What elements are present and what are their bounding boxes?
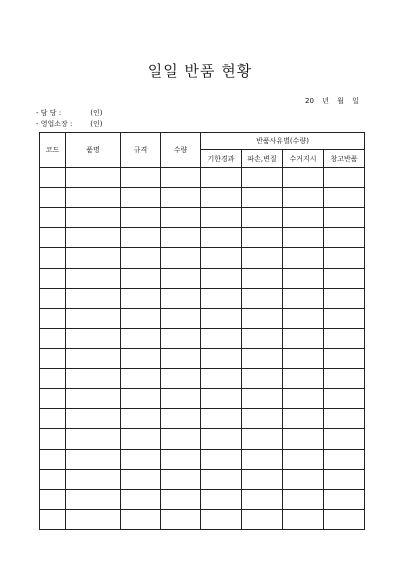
table-row [40, 288, 365, 308]
table-cell[interactable] [121, 328, 161, 348]
table-cell[interactable] [283, 308, 324, 328]
table-cell[interactable] [242, 429, 283, 449]
table-row [40, 268, 365, 288]
branch-head-label: - 영업소장 : [36, 120, 73, 128]
table-cell[interactable] [283, 288, 324, 308]
table-cell[interactable] [242, 369, 283, 389]
table-cell[interactable] [66, 248, 121, 268]
table-row [40, 328, 365, 348]
table-cell[interactable] [324, 509, 365, 529]
table-cell[interactable] [66, 489, 121, 509]
table-cell[interactable] [40, 429, 66, 449]
table-cell[interactable] [40, 369, 66, 389]
table-cell[interactable] [161, 389, 201, 409]
table-cell[interactable] [283, 228, 324, 248]
table-cell[interactable] [242, 389, 283, 409]
table-cell[interactable] [40, 328, 66, 348]
table-row [40, 369, 365, 389]
table-cell[interactable] [324, 449, 365, 469]
table-cell[interactable] [40, 188, 66, 208]
table-cell[interactable] [121, 469, 161, 489]
table-cell[interactable] [161, 469, 201, 489]
table-cell[interactable] [283, 409, 324, 429]
table-cell[interactable] [242, 308, 283, 328]
col-header-spec: 규격 [121, 133, 161, 168]
table-row [40, 429, 365, 449]
table-cell[interactable] [121, 268, 161, 288]
table-cell[interactable] [283, 389, 324, 409]
table-cell[interactable] [161, 328, 201, 348]
table-cell[interactable] [201, 389, 242, 409]
table-cell[interactable] [242, 288, 283, 308]
table-row [40, 449, 365, 469]
table-row [40, 389, 365, 409]
table-cell[interactable] [283, 509, 324, 529]
table-cell[interactable] [283, 328, 324, 348]
table-cell[interactable] [324, 489, 365, 509]
table-cell[interactable] [242, 228, 283, 248]
table-cell[interactable] [121, 168, 161, 188]
table-body [40, 168, 365, 530]
col-header-damaged: 파손,변질 [242, 150, 283, 168]
table-row [40, 248, 365, 268]
table-cell[interactable] [121, 449, 161, 469]
table-cell[interactable] [161, 348, 201, 368]
table-cell[interactable] [283, 469, 324, 489]
table-cell[interactable] [201, 469, 242, 489]
table-cell[interactable] [242, 268, 283, 288]
table-cell[interactable] [324, 228, 365, 248]
table-cell[interactable] [201, 328, 242, 348]
returns-table [39, 132, 365, 530]
table-cell[interactable] [324, 268, 365, 288]
table-cell[interactable] [40, 288, 66, 308]
table-cell[interactable] [283, 268, 324, 288]
table-cell[interactable] [324, 288, 365, 308]
table-cell[interactable] [324, 308, 365, 328]
table-cell[interactable] [161, 509, 201, 529]
table-cell[interactable] [121, 409, 161, 429]
table-row [40, 228, 365, 248]
table-cell[interactable] [161, 208, 201, 228]
table-cell[interactable] [40, 308, 66, 328]
table-cell[interactable] [283, 168, 324, 188]
table-cell[interactable] [324, 188, 365, 208]
table-cell[interactable] [121, 208, 161, 228]
table-cell[interactable] [324, 369, 365, 389]
table-cell[interactable] [121, 429, 161, 449]
info-row-manager [36, 108, 102, 118]
manager-label: - 담 당 : [36, 109, 62, 117]
table-cell[interactable] [324, 248, 365, 268]
table-cell[interactable] [121, 348, 161, 368]
table-cell[interactable] [201, 409, 242, 429]
col-header-recall: 수거지시 [283, 150, 324, 168]
table-cell[interactable] [242, 469, 283, 489]
table-cell[interactable] [66, 188, 121, 208]
page-title: 일일 반품 현황 [147, 62, 253, 80]
table-cell[interactable] [201, 228, 242, 248]
col-header-item-name: 품명 [66, 133, 121, 168]
table-cell[interactable] [201, 348, 242, 368]
table-row [40, 208, 365, 228]
table-cell[interactable] [66, 429, 121, 449]
table-cell[interactable] [161, 308, 201, 328]
table-row [40, 188, 365, 208]
table-cell[interactable] [66, 369, 121, 389]
table-cell[interactable] [40, 248, 66, 268]
table-cell[interactable] [121, 288, 161, 308]
table-cell[interactable] [242, 509, 283, 529]
table-cell[interactable] [66, 409, 121, 429]
table-cell[interactable] [201, 429, 242, 449]
table-cell[interactable] [242, 208, 283, 228]
table-cell[interactable] [161, 429, 201, 449]
table-cell[interactable] [121, 228, 161, 248]
table-cell[interactable] [161, 168, 201, 188]
table-cell[interactable] [201, 489, 242, 509]
table-row [40, 469, 365, 489]
table-cell[interactable] [66, 288, 121, 308]
table-row [40, 509, 365, 529]
col-header-quantity: 수량 [161, 133, 201, 168]
table-cell[interactable] [283, 369, 324, 389]
table-cell[interactable] [66, 268, 121, 288]
table-cell[interactable] [161, 489, 201, 509]
table-cell[interactable] [40, 409, 66, 429]
table-cell[interactable] [40, 509, 66, 529]
table-cell[interactable] [324, 389, 365, 409]
table-cell[interactable] [121, 489, 161, 509]
table-cell[interactable] [66, 168, 121, 188]
table-cell[interactable] [40, 208, 66, 228]
table-cell[interactable] [121, 389, 161, 409]
table-cell[interactable] [121, 509, 161, 529]
table-cell[interactable] [161, 369, 201, 389]
table-cell[interactable] [324, 409, 365, 429]
branch-head-seal: (인) [90, 120, 103, 128]
table-cell[interactable] [242, 328, 283, 348]
header-row-1 [40, 133, 365, 150]
table-cell[interactable] [66, 328, 121, 348]
table-cell[interactable] [161, 449, 201, 469]
date-line: 20 년 월 일 [305, 97, 359, 105]
table-cell[interactable] [40, 168, 66, 188]
table-cell[interactable] [66, 308, 121, 328]
table-cell[interactable] [201, 248, 242, 268]
table-row [40, 489, 365, 509]
table-cell[interactable] [242, 409, 283, 429]
table-cell[interactable] [201, 268, 242, 288]
table-cell[interactable] [201, 308, 242, 328]
table-cell[interactable] [283, 449, 324, 469]
table-cell[interactable] [40, 389, 66, 409]
table-cell[interactable] [161, 268, 201, 288]
table-cell[interactable] [201, 188, 242, 208]
manager-seal: (인) [90, 109, 103, 117]
table-cell[interactable] [324, 469, 365, 489]
table-row [40, 168, 365, 188]
table-row [40, 409, 365, 429]
table-cell[interactable] [66, 208, 121, 228]
table-cell[interactable] [242, 168, 283, 188]
table-cell[interactable] [161, 228, 201, 248]
col-header-return-reason-group: 반품사유별(수량) [201, 133, 365, 150]
table-cell[interactable] [66, 389, 121, 409]
table-cell[interactable] [201, 288, 242, 308]
table-cell[interactable] [201, 509, 242, 529]
table-cell[interactable] [161, 288, 201, 308]
col-header-warehouse-return: 창고반품 [324, 150, 365, 168]
table-cell[interactable] [201, 369, 242, 389]
table-row [40, 348, 365, 368]
table-cell[interactable] [161, 188, 201, 208]
table-cell[interactable] [283, 489, 324, 509]
table-cell[interactable] [201, 208, 242, 228]
table-cell[interactable] [66, 449, 121, 469]
table-cell[interactable] [40, 348, 66, 368]
table-cell[interactable] [283, 429, 324, 449]
table-cell[interactable] [40, 469, 66, 489]
col-header-code: 코드 [40, 133, 66, 168]
table-cell[interactable] [324, 168, 365, 188]
table-cell[interactable] [283, 348, 324, 368]
table-cell[interactable] [121, 248, 161, 268]
table-cell[interactable] [40, 228, 66, 248]
table-cell[interactable] [121, 308, 161, 328]
table-cell[interactable] [324, 328, 365, 348]
info-row-branch-head [36, 119, 102, 129]
table-cell[interactable] [283, 248, 324, 268]
table-cell[interactable] [40, 268, 66, 288]
table-cell[interactable] [283, 208, 324, 228]
table-cell[interactable] [161, 248, 201, 268]
table-cell[interactable] [201, 449, 242, 469]
table-row [40, 308, 365, 328]
table-cell[interactable] [201, 168, 242, 188]
table-cell[interactable] [121, 188, 161, 208]
table-cell[interactable] [66, 348, 121, 368]
table-cell[interactable] [40, 489, 66, 509]
col-header-expired: 기한경과 [201, 150, 242, 168]
table-cell[interactable] [324, 208, 365, 228]
table-cell[interactable] [324, 429, 365, 449]
table-cell[interactable] [324, 348, 365, 368]
table-cell[interactable] [66, 509, 121, 529]
table-cell[interactable] [242, 188, 283, 208]
table-cell[interactable] [242, 449, 283, 469]
table-cell[interactable] [40, 449, 66, 469]
table-cell[interactable] [242, 489, 283, 509]
table-cell[interactable] [66, 228, 121, 248]
table-cell[interactable] [66, 469, 121, 489]
table-cell[interactable] [161, 409, 201, 429]
table-cell[interactable] [242, 248, 283, 268]
table-cell[interactable] [283, 188, 324, 208]
table-cell[interactable] [242, 348, 283, 368]
table-cell[interactable] [121, 369, 161, 389]
